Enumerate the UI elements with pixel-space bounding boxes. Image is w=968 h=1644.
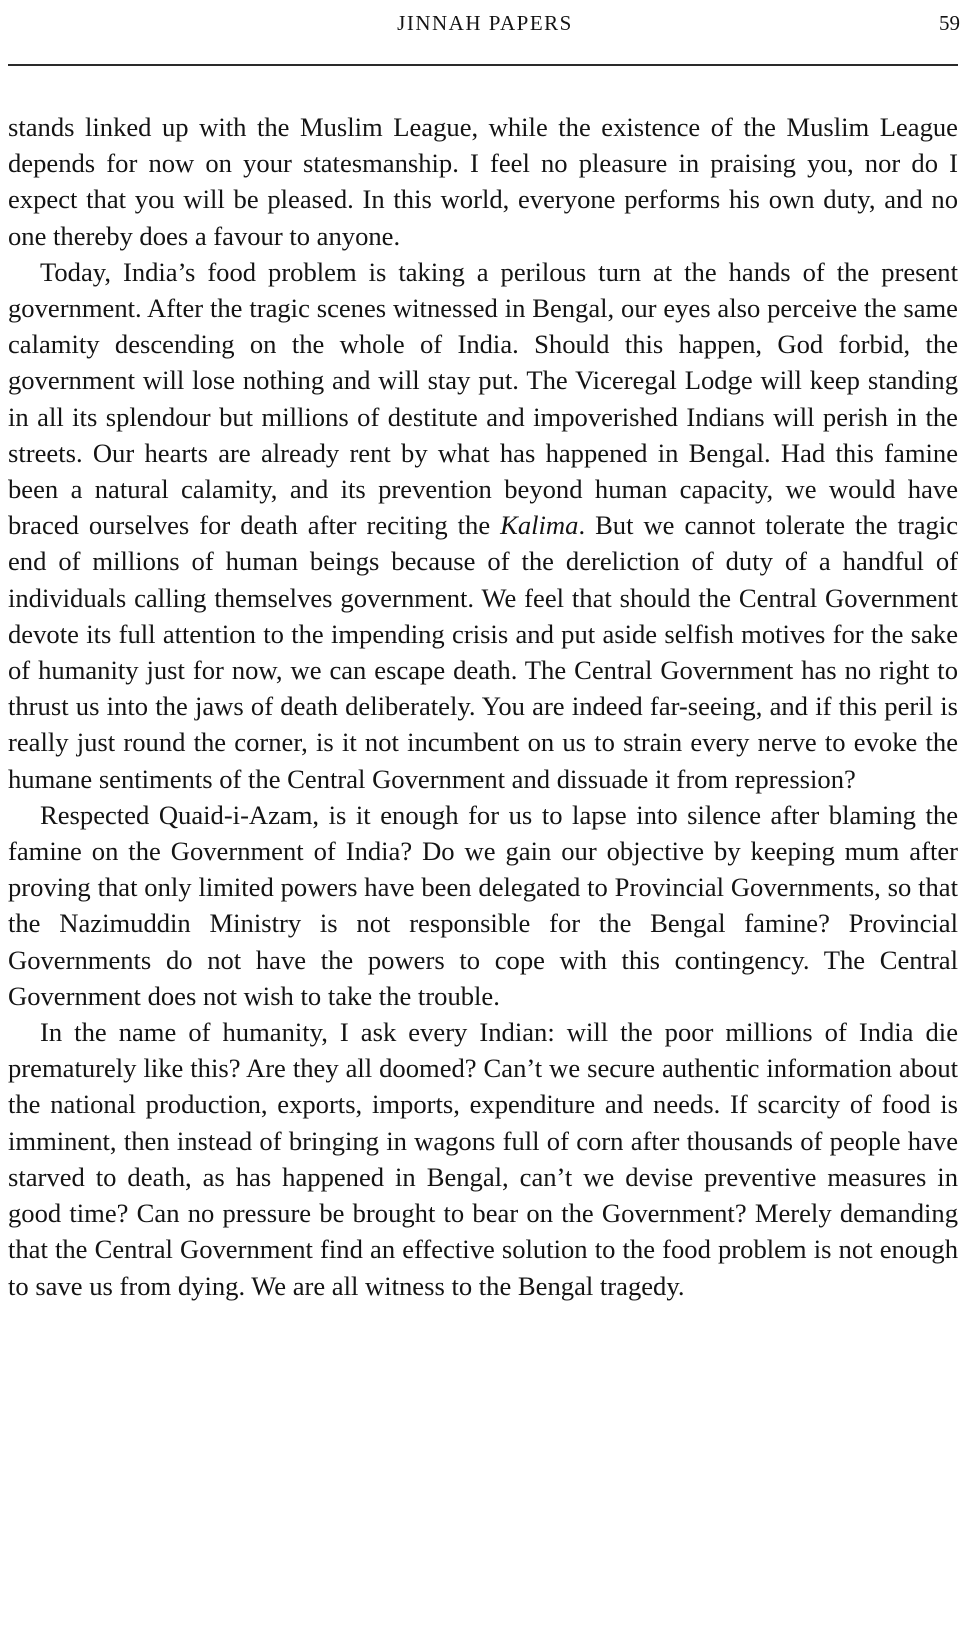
page-number: 59	[939, 11, 960, 35]
header-rule	[8, 64, 958, 66]
paragraph-2	[8, 254, 958, 797]
running-title: JINNAH PAPERS	[397, 11, 573, 35]
paragraph-3: Respected Quaid-i-Azam, is it enough for us to lapse into silence after blaming the famine on the Government of India? Do we gain our objective by keeping mum after proving that only limited powers have been delegated to Provincial Governments, so that the Nazimuddin Ministry is not responsible for the Bengal famine? Provincial Governments do not have the powers to cope with this contingency. The Central Government does not wish to take the trouble.	[8, 799, 958, 1011]
body-text	[8, 109, 958, 1304]
paragraph-1: stands linked up with the Muslim League, while the existence of the Muslim League depends for now on your statesmanship. I feel no pleasure in praising you, nor do I expect that you will be pleased. In this world, everyone performs his own duty, and no one thereby does a favour to anyone.	[8, 112, 958, 251]
paragraph-2-text-after: . But we cannot tolerate the tragic end of millions of human beings because of the dereliction of duty of a handful of individuals calling themselves government. We feel that should the Central Government devote its full attention to the impending crisis and put aside selfish motives for the sake of humanity just for now, we can escape death. The Central Government has no right to thrust us into the jaws of death deliberately. You are indeed far-seeing, and if this peril is really just round the corner, is it not incumbent on us to strain every nerve to evoke the humane sentiments of the Central Government and dissuade it from repression?	[8, 510, 958, 794]
paragraph-2-text-before: Today, India’s food problem is taking a perilous turn at the hands of the present government. After the tragic scenes witnessed in Bengal, our eyes also perceive the same calamity descending on the whole of India. Should this happen, God forbid, the government will lose nothing and will stay put. The Viceregal Lodge will keep standing in all its splendour but millions of destitute and impoverished Indians will perish in the streets. Our hearts are already rent by what has happened in Bengal. Had this famine been a natural calamity, and its prevention beyond human capacity, we would have braced ourselves for death after reciting the	[8, 256, 958, 541]
italic-kalima: Kalima	[500, 510, 579, 541]
paragraph-4: In the name of humanity, I ask every Indian: will the poor millions of India die prematurely like this? Are they all doomed? Can’t we secure authentic information about the national production, exports, imports, expenditure and needs. If scarcity of food is imminent, then instead of bringing in wagons full of corn after thousands of people have starved to death, as has happened in Bengal, can’t we devise preventive measures in good time? Can no pressure be brought to bear on the Government? Merely demanding that the Central Government find an effective solution to the food problem is not enough to save us from dying. We are all witness to the Bengal tragedy.	[8, 1017, 958, 1301]
page-header	[8, 6, 962, 46]
